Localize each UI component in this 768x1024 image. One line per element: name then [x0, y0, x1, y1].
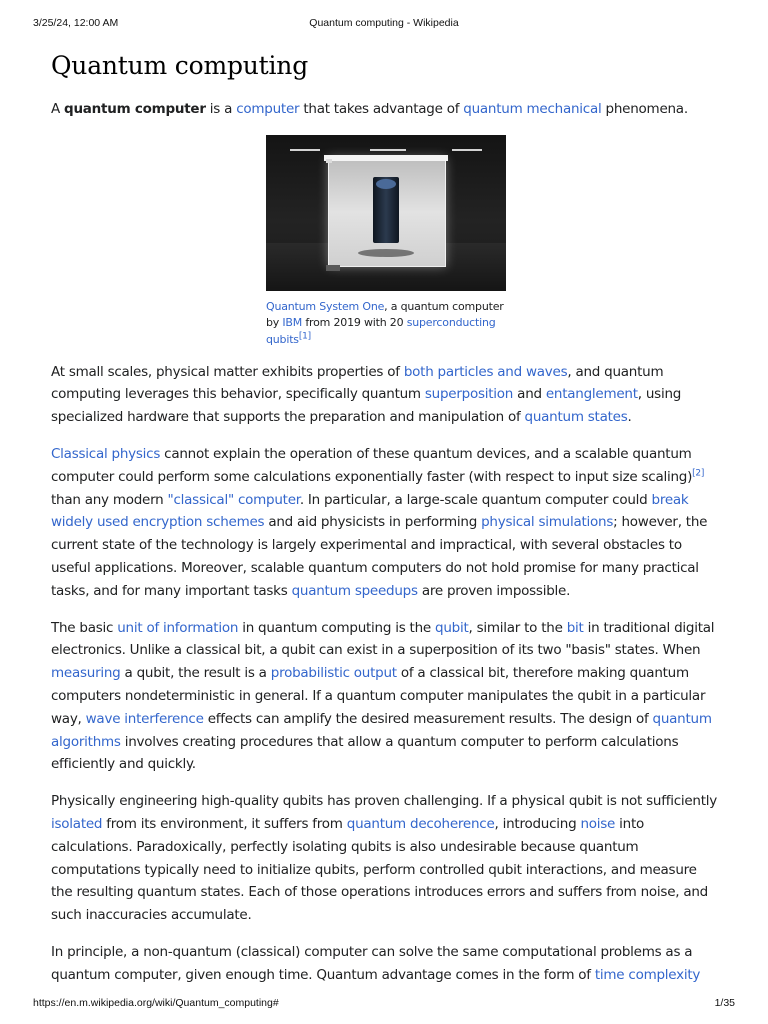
link-probabilistic-output[interactable]: probabilistic output	[270, 665, 397, 682]
figure-caption: Quantum System One, a quantum computer by IBM from 2019 with 20 superconducting qubits[1]	[266, 299, 504, 346]
lead-bold-term: quantum computer	[64, 101, 206, 117]
lead-paragraph: A quantum computer is a computer that takes advantage of quantum mechanical phenomena.	[51, 101, 688, 117]
link-time-complexity[interactable]: time complexity	[594, 966, 701, 983]
paragraph-2: Classical physics cannot explain the operation of these quantum devices, and a scalable quantum computer could perform some calculations exponentially faster (with respect to input size scaling)[2] than any modern "classical" computer. In particular, a large-scale quantum computer could break widely used encryption schemes and aid physicists in performing physical simulations; however, the current state of the technology is largely experimental and impractical, with several obstacles to useful applications. Moreover, scalable quantum computers do not hold promise for many practical tasks, and for many important tasks quantum speedups are proven impossible.	[51, 445, 708, 599]
print-date: 3/25/24, 12:00 AM	[33, 17, 119, 29]
link-isolated[interactable]: isolated	[51, 815, 103, 832]
link-ibm[interactable]: IBM	[282, 316, 303, 330]
link-classical-computer[interactable]: "classical" computer	[167, 491, 300, 508]
citation-1[interactable]: [1]	[298, 331, 311, 342]
link-superposition[interactable]: superposition	[424, 386, 514, 403]
image-ceiling-light	[370, 149, 406, 151]
link-physical-simulations[interactable]: physical simulations	[481, 514, 614, 531]
page-title: Quantum computing	[51, 51, 309, 80]
print-url: https://en.m.wikipedia.org/wiki/Quantum_computing#	[33, 997, 279, 1009]
link-quantum-decoherence[interactable]: quantum decoherence	[346, 815, 495, 832]
link-wave-particle-duality[interactable]: both particles and waves	[403, 363, 568, 380]
print-page-number: 1/35	[714, 997, 735, 1009]
link-entanglement[interactable]: entanglement	[545, 386, 638, 403]
link-superconducting-qubits[interactable]: superconducting qubits	[266, 316, 496, 346]
quantum-system-one-image[interactable]	[266, 135, 506, 291]
link-unit-of-information[interactable]: unit of information	[117, 619, 239, 636]
link-measuring[interactable]: measuring	[51, 665, 121, 682]
link-bit[interactable]: bit	[566, 619, 584, 636]
paragraph-3: The basic unit of information in quantum computing is the qubit, similar to the bit in traditional digital electronics. Unlike a classical bit, a qubit can exist in a superposition of its two "basis" states. When measuring a qubit, the result is a probabilistic output of a classical bit, therefore making quantum computers nondeterministic in general. If a quantum computer manipulates the qubit in a particular way, wave interference effects can amplify the desired measurement results. The design of quantum algorithms involves creating procedures that allow a quantum computer to perform calculations efficiently and quickly.	[51, 619, 715, 773]
link-break-encryption[interactable]: break widely used encryption schemes	[51, 491, 689, 531]
image-enclosure-top	[324, 155, 448, 161]
paragraph-4: Physically engineering high-quality qubits has proven challenging. If a physical qubit is not sufficiently isolated from its environment, it suffers from quantum decoherence, introducing noise into calculations. Paradoxically, perfectly isolating qubits is also undesirable because quantum computations typically need to initialize qubits, perform controlled qubit interactions, and measure the resulting quantum states. Each of those operations introduces errors and suffers from noise, and such inaccuracies accumulate.	[51, 793, 718, 924]
link-quantum-states[interactable]: quantum states	[524, 409, 628, 426]
image-logo-mark	[326, 159, 332, 163]
link-quantum-system-one[interactable]: Quantum System One	[266, 299, 385, 313]
image-ceiling-light	[452, 149, 482, 151]
image-shadow	[358, 249, 414, 257]
citation-2[interactable]: [2]	[692, 468, 705, 479]
paragraph-1: At small scales, physical matter exhibits properties of both particles and waves, and quantum computing leverages this behavior, specifically quantum superposition and entanglement, using specialized hardware that supports the preparation and manipulation of quantum states.	[51, 363, 682, 426]
link-classical-physics[interactable]: Classical physics	[51, 445, 161, 462]
print-footer	[33, 997, 735, 1011]
image-label-plate	[326, 265, 340, 271]
link-noise[interactable]: noise	[580, 815, 616, 832]
link-quantum-speedups[interactable]: quantum speedups	[291, 582, 418, 599]
link-qubit[interactable]: qubit	[435, 619, 469, 636]
link-wave-interference[interactable]: wave interference	[85, 710, 204, 727]
infobox-figure	[266, 135, 506, 349]
print-page-title: Quantum computing - Wikipedia	[309, 17, 459, 29]
image-cryostat-top	[376, 179, 396, 189]
paragraph-5: In principle, a non-quantum (classical) computer can solve the same computational problems as a quantum computer, given enough time. Quantum advantage comes in the form of time complexity	[51, 943, 701, 983]
link-computer[interactable]: computer	[236, 101, 300, 117]
link-quantum-algorithms[interactable]: quantum algorithms	[51, 710, 712, 750]
article-body	[51, 98, 721, 987]
image-ceiling-light	[290, 149, 320, 151]
print-header	[33, 17, 735, 31]
link-quantum-mechanical[interactable]: quantum mechanical	[463, 101, 602, 117]
